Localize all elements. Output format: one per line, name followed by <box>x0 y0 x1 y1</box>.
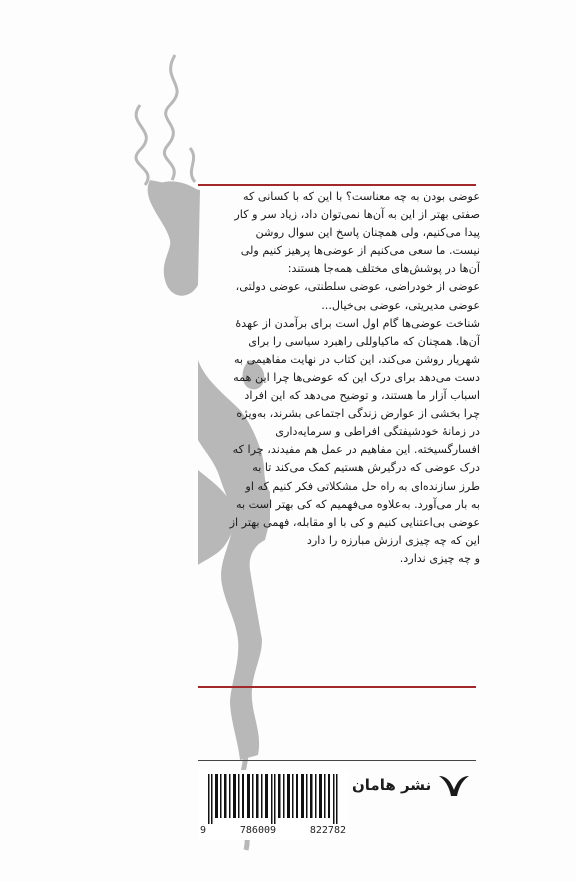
back-cover-blurb <box>196 188 480 568</box>
blurb-line: صفتی بهتر از این به آن‌ها نمی‌توان داد، زیاد سر و کار <box>234 208 480 222</box>
isbn-digit-prefix: 9 <box>200 825 207 836</box>
isbn-digit-group-right: 822782 <box>309 825 346 836</box>
blurb-line: این که چه چیزی ارزش مبارزه را دارد <box>306 533 480 547</box>
blurb-line: عوضی بودن به چه معناست؟ با این که با کسانی که <box>242 190 480 203</box>
blurb-line: آن‌ها. همچنان که ماکیاوللی راهبرد سیاسی را برای <box>248 334 480 348</box>
publisher-name: نشر هامان <box>352 776 432 794</box>
publisher-mark <box>352 770 471 800</box>
blurb-line: عوضی مدیریتی، عوضی بی‌خیال... <box>321 298 480 312</box>
blurb-line: درک عوضی که درگیرش هستیم کمک می‌کند تا به <box>252 461 480 475</box>
isbn-digit-group-left: 786009 <box>239 825 277 836</box>
blurb-line: آن‌ها در پوشش‌های مختلف همه‌جا هستند: <box>287 262 480 276</box>
blurb-line: شهریار روشن می‌کند، این کتاب در نهایت مفاهیمی به <box>233 352 480 366</box>
blurb-line: و چه چیزی ندارد. <box>399 551 480 565</box>
blurb-line: عوضی از خودراضی، عوضی سلطنتی، عوضی دولتی، <box>235 280 480 294</box>
blurb-line: در زمانهٔ خودشیفتگی افراطی و سرمایه‌داری <box>275 425 480 439</box>
blurb-line: دست می‌دهد برای درک این که عوضی‌ها چرا این همه <box>233 370 480 384</box>
blurb-line: طرز سازنده‌ای به راه حل مشکلاتی فکر کنیم که او <box>245 479 480 493</box>
blurb-line: اسباب آزار ما هستند، و توضیح می‌دهد که این افراد <box>244 389 480 403</box>
top-accent-rule <box>198 184 476 186</box>
publisher-logo-icon <box>437 772 471 798</box>
blurb-line: افسارگسیخته. این مفاهیم در عمل هم مفیدند، چرا که <box>232 443 480 457</box>
blurb-line: چرا بخشی از عوارض زندگی اجتماعی بشرند، به‌ویژه <box>236 407 480 421</box>
bottom-accent-rule <box>198 686 476 688</box>
blurb-line: به بار می‌آورد. به‌علاوه می‌فهمیم که کی بهتر است به <box>235 497 480 511</box>
blurb-line: پیدا می‌کنیم، ولی همچنان پاسخ این سوال روشن <box>255 226 480 240</box>
blurb-line: نیست. ما سعی می‌کنیم از عوضی‌ها پرهیز کنیم ولی <box>240 244 480 258</box>
blurb-line: شناخت عوضی‌ها گام اول است برای برآمدن از عهدهٔ <box>235 316 480 330</box>
isbn-barcode <box>198 770 348 840</box>
blurb-line: عوضی بی‌اعتنایی کنیم و کی با او مقابله، فهمی بهتر از <box>229 515 480 529</box>
publisher-divider <box>198 760 476 761</box>
barcode-bars <box>206 774 340 824</box>
isbn-digits <box>200 825 346 836</box>
